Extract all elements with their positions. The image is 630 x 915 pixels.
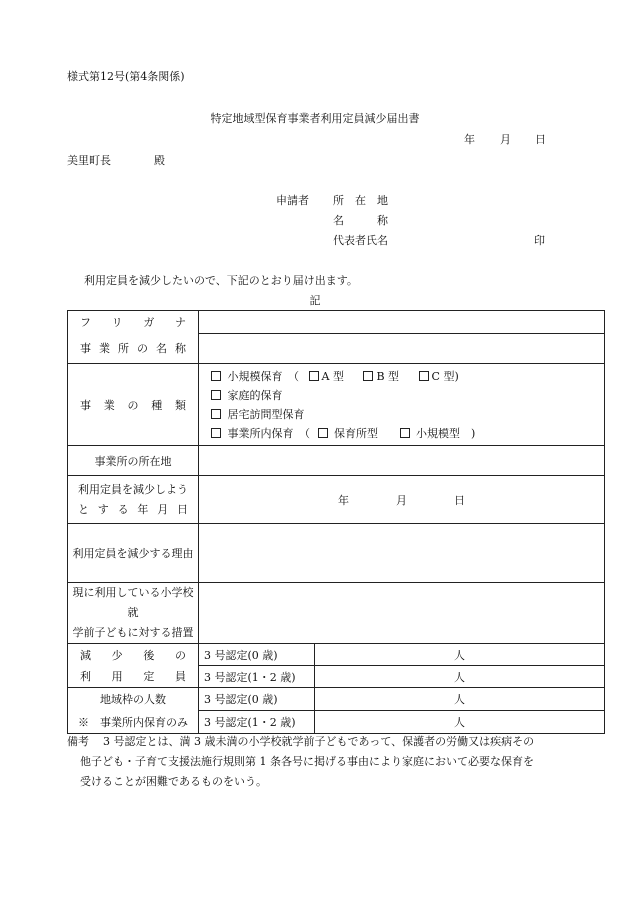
- type-b-checkbox[interactable]: [363, 371, 373, 381]
- ki-heading: 記: [309, 294, 321, 307]
- office-name-field[interactable]: [199, 334, 605, 364]
- remarks-line-3: 受けることが困難であるものをいう。: [80, 775, 267, 788]
- furigana-label: フ リ ガ ナ: [68, 311, 199, 334]
- regional-age0-row: [68, 688, 605, 711]
- measures-field[interactable]: [199, 583, 605, 644]
- addressee-town: 美里町長: [67, 154, 111, 167]
- after-reduction-label-bottom: 利 用 定 員: [68, 666, 199, 688]
- type-c-checkbox[interactable]: [419, 371, 429, 381]
- after-cert3-age0-label: 3 号認定(0 歳): [199, 644, 315, 666]
- furigana-row: [68, 311, 605, 334]
- business-type-row: [68, 364, 605, 446]
- nursery-type-checkbox[interactable]: [318, 428, 328, 438]
- in-house-checkbox[interactable]: [211, 428, 221, 438]
- after-reduction-label-top: 減 少 後 の: [68, 644, 199, 666]
- home-visit-checkbox[interactable]: [211, 409, 221, 419]
- after-age12-count-field[interactable]: 人: [315, 666, 605, 688]
- regional-age0-count-field[interactable]: 人: [315, 688, 605, 711]
- reason-field[interactable]: [199, 524, 605, 583]
- measures-row: [68, 583, 605, 644]
- after-age0-count-field[interactable]: 人: [315, 644, 605, 666]
- business-type-options: 小規模保育 （ A 型 B 型 C 型) 家庭的保育 居宅訪問型保育 事業所内保育 （ 保育所型 小規模型 ): [199, 364, 605, 446]
- regional-cert3-age12-label: 3 号認定(1・2 歳): [199, 711, 315, 734]
- regional-age12-row: [68, 711, 605, 734]
- regional-cert3-age0-label: 3 号認定(0 歳): [199, 688, 315, 711]
- reduce-date-label: 利用定員を減少しよう と す る 年 月 日: [68, 476, 199, 524]
- small-scale-checkbox[interactable]: [211, 371, 221, 381]
- measures-label: 現に利用している小学校就 学前子どもに対する措置: [68, 583, 199, 644]
- applicant-address-label: 所 在 地: [333, 194, 388, 207]
- intro-text: 利用定員を減少したいので、下記のとおり届け出ます。: [84, 274, 358, 287]
- home-based-checkbox[interactable]: [211, 390, 221, 400]
- reason-label: 利用定員を減少する理由: [68, 524, 199, 583]
- remarks-label: 備考: [67, 735, 89, 748]
- remarks-line-2: 他子ども・子育て支援法施行規則第 1 条各号に掲げる事由により家庭において必要な保育を: [80, 755, 534, 768]
- date-month-label: 月: [500, 133, 511, 146]
- regional-quota-label: 地域枠の人数: [68, 688, 199, 711]
- after-cert3-age12-label: 3 号認定(1・2 歳): [199, 666, 315, 688]
- small-model-checkbox[interactable]: [400, 428, 410, 438]
- type-a-checkbox[interactable]: [309, 371, 319, 381]
- seal-mark: 印: [534, 234, 545, 247]
- reduce-date-row: [68, 476, 605, 524]
- form-number: 様式第12号(第4条関係): [67, 70, 185, 83]
- document-title: 特定地域型保育事業者利用定員減少届出書: [210, 112, 420, 125]
- office-name-row: [68, 334, 605, 364]
- regional-age12-count-field[interactable]: 人: [315, 711, 605, 734]
- office-location-label: 事業所の所在地: [68, 446, 199, 476]
- addressee-honorific: 殿: [154, 154, 165, 167]
- office-location-row: [68, 446, 605, 476]
- remarks-line-1: 3 号認定とは、満 3 歳未満の小学校就学前子どもであって、保護者の労働又は疾病その: [103, 735, 535, 748]
- applicant-representative-label: 代表者氏名: [333, 234, 388, 247]
- application-table: [67, 310, 605, 734]
- reduce-date-field[interactable]: 年 月 日: [199, 476, 605, 524]
- date-year-label: 年: [464, 133, 475, 146]
- office-name-label: 事 業 所 の 名 称: [68, 334, 199, 364]
- furigana-field[interactable]: [199, 311, 605, 334]
- applicant-name-label: 名 称: [333, 214, 388, 227]
- after-age0-row: [68, 644, 605, 666]
- business-type-label: 事 業 の 種 類: [68, 364, 199, 446]
- after-age12-row: [68, 666, 605, 688]
- regional-note: ※ 事業所内保育のみ: [68, 711, 199, 734]
- applicant-label: 申請者: [276, 194, 309, 207]
- reason-row: [68, 524, 605, 583]
- date-day-label: 日: [535, 133, 546, 146]
- office-location-field[interactable]: [199, 446, 605, 476]
